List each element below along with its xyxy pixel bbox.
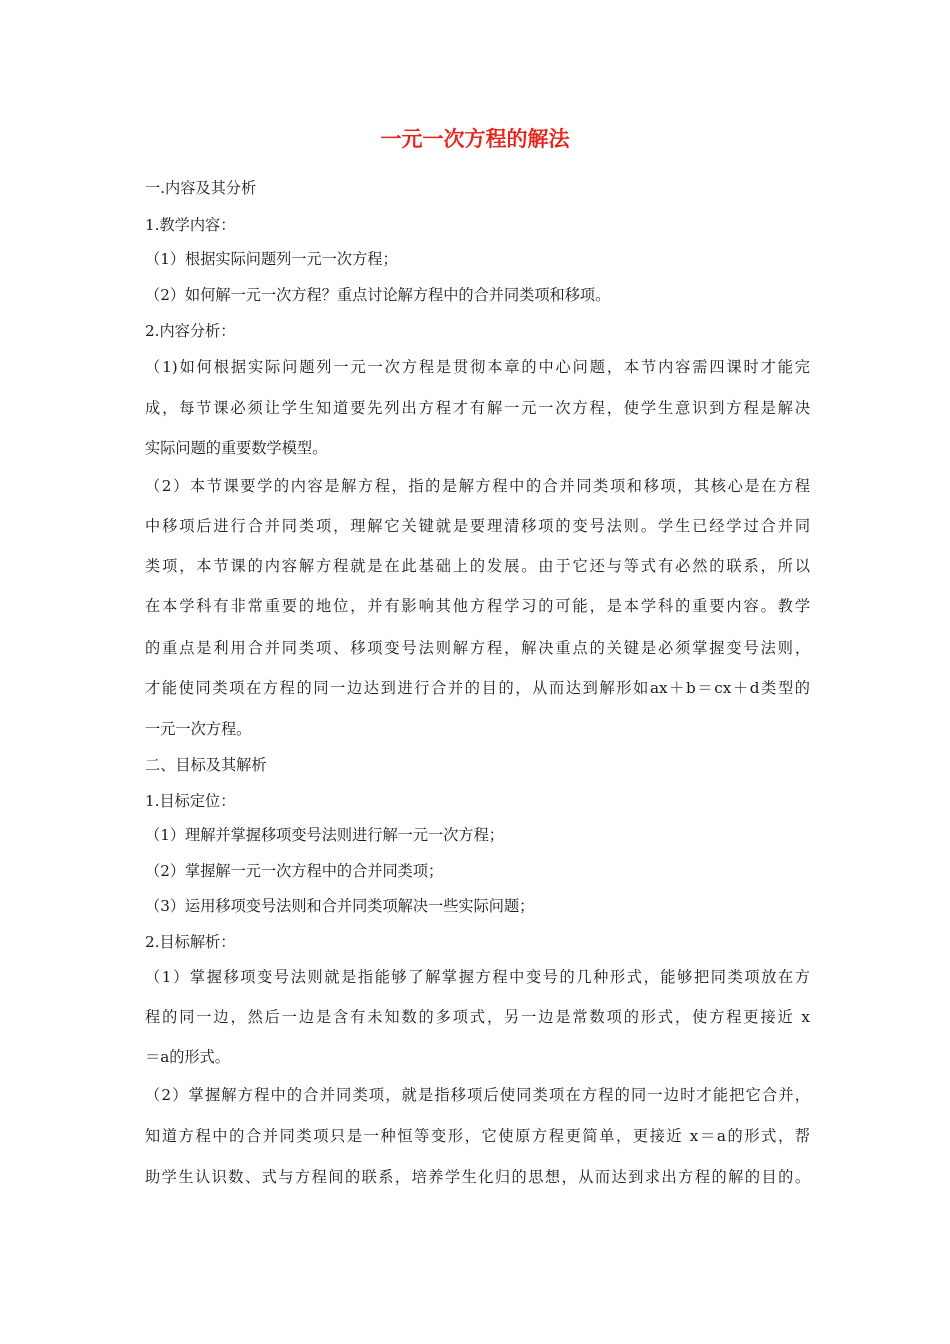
paragraph-line: 中移项后进行合并同类项，理解它关键就是要理清移项的变号法则。学生已经学过合并同 — [145, 517, 810, 535]
list-item: （1）根据实际问题列一元一次方程； — [145, 250, 398, 268]
paragraph-line: 一元一次方程。 — [145, 720, 252, 738]
paragraph-line: 类项，本节课的内容解方程就是在此基础上的发展。由于它还与等式有必然的联系，所以 — [145, 557, 810, 575]
list-item: （1）理解并掌握移项变号法则进行解一元一次方程； — [145, 826, 504, 844]
paragraph-line: 知道方程中的合并同类项只是一种恒等变形，它使原方程更简单，更接近 x＝a的形式，帮 — [145, 1127, 810, 1145]
paragraph-line: 助学生认识数、式与方程间的联系，培养学生化归的思想，从而达到求出方程的解的目的。 — [145, 1168, 810, 1186]
subsection-heading: 2.内容分析： — [145, 322, 236, 340]
paragraph-line: （2）本节课要学的内容是解方程，指的是解方程中的合并同类项和移项，其核心是在方程 — [145, 477, 810, 495]
paragraph-line: 在本学科有非常重要的地位，并有影响其他方程学习的可能，是本学科的重要内容。教学 — [145, 597, 810, 615]
list-item: （3）运用移项变号法则和合并同类项解决一些实际问题； — [145, 897, 535, 915]
paragraph-line: （1）掌握移项变号法则就是指能够了解掌握方程中变号的几种形式，能够把同类项放在方 — [145, 968, 810, 986]
paragraph-line: 成，每节课必须让学生知道要先列出方程才有解一元一次方程，使学生意识到方程是解决 — [145, 399, 810, 417]
document-title: 一元一次方程的解法 — [380, 127, 570, 151]
list-item: （2）掌握解一元一次方程中的合并同类项； — [145, 862, 444, 880]
paragraph-line: 实际问题的重要数学模型。 — [145, 439, 328, 457]
section-heading: 一.内容及其分析 — [145, 179, 257, 197]
subsection-heading: 1.目标定位： — [145, 792, 236, 810]
paragraph-line: ＝a的形式。 — [145, 1048, 230, 1066]
paragraph-line: 程的同一边，然后一边是含有未知数的多项式，另一边是常数项的形式，使方程更接近 x — [145, 1008, 810, 1026]
section-heading: 二、目标及其解析 — [145, 756, 267, 774]
subsection-heading: 1.教学内容： — [145, 216, 236, 234]
paragraph-line: 的重点是利用合并同类项、移项变号法则解方程，解决重点的关键是必须掌握变号法则， — [145, 639, 810, 657]
subsection-heading: 2.目标解析： — [145, 933, 236, 951]
paragraph-line: （2）掌握解方程中的合并同类项，就是指移项后使同类项在方程的同一边时才能把它合并， — [145, 1086, 810, 1104]
paragraph-line: 才能使同类项在方程的同一边达到进行合并的目的，从而达到解形如ax＋b＝cx＋d类型的 — [145, 679, 810, 697]
list-item: （2）如何解一元一次方程？重点讨论解方程中的合并同类项和移项。 — [145, 286, 611, 304]
paragraph-line: （1)如何根据实际问题列一元一次方程是贯彻本章的中心问题，本节内容需四课时才能完 — [145, 358, 810, 376]
